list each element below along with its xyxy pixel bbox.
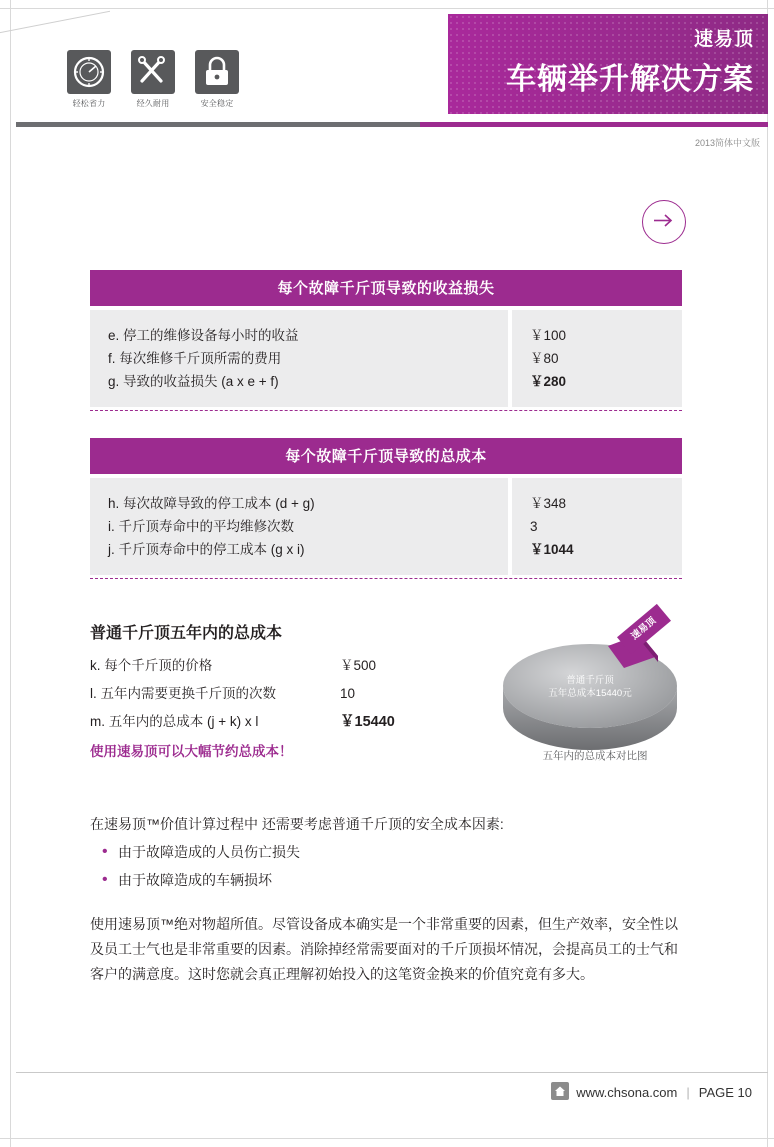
chart-caption: 五年内的总成本对比图 (542, 750, 648, 762)
table-row: i. 千斤顶寿命中的平均维修次数 (108, 519, 295, 534)
pie-label-line2: 五年总成本15440元 (548, 688, 632, 699)
page-number: PAGE 10 (698, 1085, 752, 1100)
closing-paragraph: 使用速易顶™绝对物超所值。尽管设备成本确实是一个非常重要的因素，但生产效率，安全性以及员工士气也是非常重要的因素。消除掉经常需要面对的千斤顶损坏情况，会提高员工的士气和客户的满意度。这时您就会真正理解初始投入的这笔资金换来的价值究竟有多大。 (90, 916, 678, 982)
row-label: m. 五年内的总成本 (j + k) x l (90, 714, 259, 729)
table-title: 每个故障千斤顶导致的总成本 (90, 438, 682, 474)
row-label: l. 五年内需要更换千斤顶的次数 (90, 686, 277, 701)
table-value: 3 (530, 519, 538, 534)
pie-slice-label (490, 674, 690, 700)
bullet-list (118, 838, 300, 894)
page-border-bottom (0, 1138, 774, 1139)
table-row: g. 导致的收益损失 (a x e + f) (108, 374, 279, 389)
pie-label-line1: 普通千斤顶 (566, 675, 614, 686)
table-body (90, 478, 682, 575)
table-body (90, 310, 682, 407)
five-year-rows (90, 652, 450, 736)
table-value: ￥280 (530, 374, 567, 389)
home-icon (551, 1082, 569, 1103)
edition-label: 2013简体中文版 (694, 138, 760, 148)
page-header (0, 0, 774, 130)
footer-divider-bar: | (686, 1085, 690, 1100)
page-footer (551, 1082, 752, 1103)
pie-callout-tag: 速易顶 (617, 604, 671, 654)
savings-note: 使用速易顶可以大幅节约总成本！ (90, 744, 293, 759)
gauge-icon (67, 50, 111, 94)
feature-item-2 (127, 50, 179, 109)
page-border-right (767, 0, 768, 1147)
table-row: f. 每次维修千斤顶所需的费用 (108, 351, 282, 366)
row-value: ￥500 (340, 658, 377, 673)
table-values (512, 310, 682, 407)
feature-caption: 轻松省力 (72, 99, 106, 108)
lock-icon (195, 50, 239, 94)
table-value: ￥80 (530, 351, 559, 366)
feature-caption: 经久耐用 (136, 99, 170, 108)
website-link[interactable]: www.chsona.com (576, 1085, 678, 1100)
feature-item-1 (63, 50, 115, 109)
header-rule-purple (420, 122, 768, 127)
table-value: ￥100 (530, 328, 567, 343)
row-label: k. 每个千斤顶的价格 (90, 658, 213, 673)
brand-name: 速易顶 (693, 28, 754, 50)
list-item (90, 708, 450, 736)
table-revenue-loss (90, 270, 682, 407)
table-values (512, 478, 682, 575)
page-border-left (10, 0, 11, 1147)
brand-banner (448, 14, 768, 114)
table-total-cost (90, 438, 682, 575)
brand-tagline: 车辆举升解决方案 (506, 62, 754, 97)
table-separator (90, 578, 682, 579)
table-value: ￥348 (530, 496, 567, 511)
table-separator (90, 410, 682, 411)
feature-item-3 (191, 50, 243, 109)
five-year-heading: 普通千斤顶五年内的总成本 (90, 625, 283, 642)
list-item (90, 652, 450, 680)
feature-icons (63, 50, 243, 109)
tools-icon (131, 50, 175, 94)
table-labels (90, 310, 508, 407)
intro-paragraph: 在速易顶™价值计算过程中 还需要考虑普通千斤顶的安全成本因素: (90, 816, 504, 832)
list-item (90, 680, 450, 708)
table-title: 每个故障千斤顶导致的收益损失 (90, 270, 682, 306)
row-value: ￥15440 (340, 714, 395, 730)
table-labels (90, 478, 508, 575)
feature-caption: 安全稳定 (200, 99, 234, 108)
row-value: 10 (340, 686, 356, 701)
table-row: h. 每次故障导致的停工成本 (d + g) (108, 496, 315, 511)
table-value: ￥1044 (530, 542, 574, 557)
arrow-right-icon (642, 200, 686, 244)
footer-divider (16, 1072, 768, 1073)
table-row: j. 千斤顶寿命中的停工成本 (g x i) (108, 542, 305, 557)
list-item: • 由于故障造成的人员伤亡损失 (118, 838, 300, 866)
table-row: e. 停工的维修设备每小时的收益 (108, 328, 299, 343)
list-item: • 由于故障造成的车辆损坏 (118, 866, 300, 894)
